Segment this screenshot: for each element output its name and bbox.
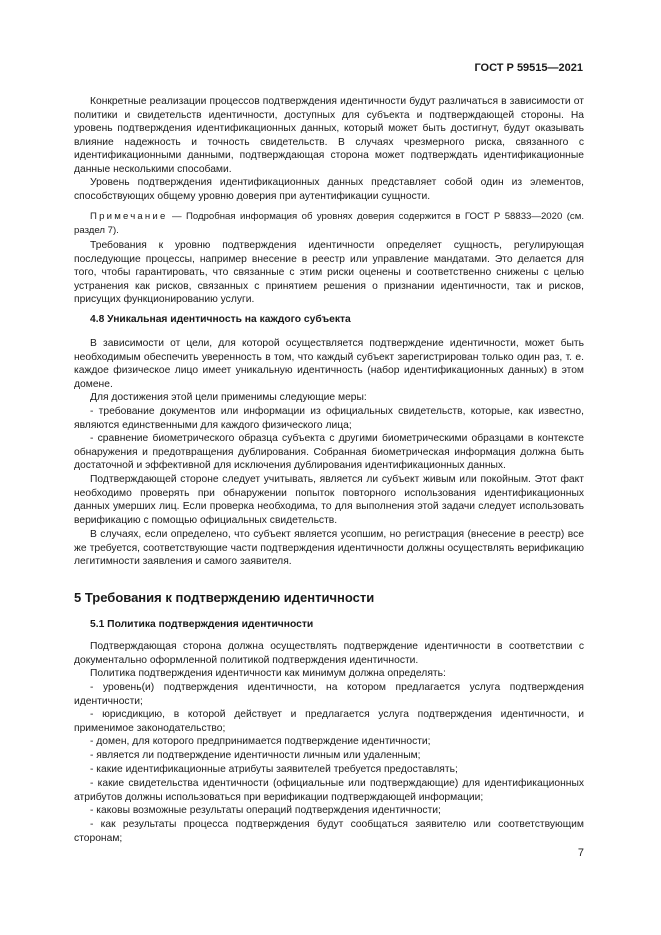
section-4-8-paragraph-4: В случаях, если определено, что субъект является усопшим, но регистрация (внесение в реестр) все же требуется, соответствующие части подтверждения идентичности должны осуществлять верификацию легитимности заявления и самого заявителя.	[74, 529, 584, 568]
paragraph-implementations: Конкретные реализации процессов подтверждения идентичности будут различаться в зависимости от политики и свидетельств идентичности, доступных для субъекта и подтверждающей стороны. На уровень подтверждения идентификационных данных, который может быть достигнут, будут оказывать влияние надежность и точность свидетельств. В случаях чрезмерного риска, связанного с идентификационными данными, подтверждающая сторона может подтверждать идентификационные данные несколькими способами.	[74, 96, 584, 175]
section-4-8-paragraph-1: В зависимости от цели, для которой осуществляется подтверждение идентичности, может быть необходимым обеспечить уверенность в том, что каждый субъект зарегистрирован только один раз, т. е. каждое физическое лицо имеет уникальную идентичность (набор идентификационных данных) в этом домене.	[74, 338, 584, 390]
page-number: 7	[577, 847, 584, 859]
note-label: Примечание	[90, 211, 168, 222]
section-4-8-paragraph-3: Подтверждающей стороне следует учитывать, является ли субъект живым или покойным. Этот факт необходимо проверять при обнаружении попыток повторного использования идентификационных данных умерших лиц. Если проверка необходима, то для выполнения этой задачи следует использовать верификацию с помощью официальных свидетельств.	[74, 474, 584, 526]
standard-number: ГОСТ Р 59515—2021	[474, 62, 583, 74]
list-item: - как результаты процесса подтверждения будут сообщаться заявителю или соответствующим сторонам;	[74, 819, 584, 844]
section-5-1-paragraph-2: Политика подтверждения идентичности как минимум должна определять:	[90, 668, 446, 679]
list-item: - юрисдикцию, в которой действует и предлагается услуга подтверждения идентичности, и применимое законодательство;	[74, 709, 584, 734]
paragraph-requirements: Требования к уровню подтверждения идентичности определяет сущность, регулирующая последующие процессы, например внесение в реестр или управление мандатами. Это делается для того, чтобы гарантировать, что связанные с этим риски оценены и соответственно снижены с целью устранения как рисков, связанных с принятием решения о признании идентичности, так и рисков, присущих функционированию услуги.	[74, 240, 584, 306]
section-4-8-heading: 4.8 Уникальная идентичность на каждого субъекта	[90, 314, 351, 325]
paragraph-assurance-level: Уровень подтверждения идентификационных данных представляет собой один из элементов, способствующих общему уровню доверия при аутентификации сущности.	[74, 177, 584, 202]
list-item: - является ли подтверждение идентичности личным или удаленным;	[90, 750, 421, 761]
list-item: - уровень(и) подтверждения идентичности, на котором предлагается услуга подтверждения идентичности;	[74, 682, 584, 707]
section-4-8-paragraph-2: Для достижения этой цели применимы следующие меры:	[90, 392, 367, 403]
note	[74, 210, 584, 237]
list-item: - сравнение биометрического образца субъекта с другими биометрическими образцами в контексте обнаружения и предотвращения дублирования. Собранная биометрическая информация должна быть достаточной и эффективной для исключения дублирования идентификационных данных.	[74, 433, 584, 472]
section-5-1-heading: 5.1 Политика подтверждения идентичности	[90, 619, 314, 630]
list-item: - каковы возможные результаты операций подтверждения идентичности;	[90, 805, 441, 816]
section-5-1-paragraph-1: Подтверждающая сторона должна осуществлять подтверждение идентичности в соответствии с документально оформленной политикой подтверждения идентичности.	[74, 641, 584, 666]
section-5-heading: 5 Требования к подтверждению идентичности	[74, 590, 375, 605]
list-item: - какие идентификационные атрибуты заявителей требуется предоставлять;	[90, 764, 458, 775]
list-item: - требование документов или информации из официальных свидетельств, которые, как известно, являются единственными для каждого физического лица;	[74, 406, 584, 431]
list-item: - какие свидетельства идентичности (официальные или подтверждающие) для идентификационных атрибутов должны использоваться при верификации подтверждающей информации;	[74, 778, 584, 803]
note-text: — Подробная информация об уровнях доверия содержится в ГОСТ Р 58833—2020 (см. раздел 7).	[74, 211, 584, 236]
list-item: - домен, для которого предпринимается подтверждение идентичности;	[90, 736, 431, 747]
